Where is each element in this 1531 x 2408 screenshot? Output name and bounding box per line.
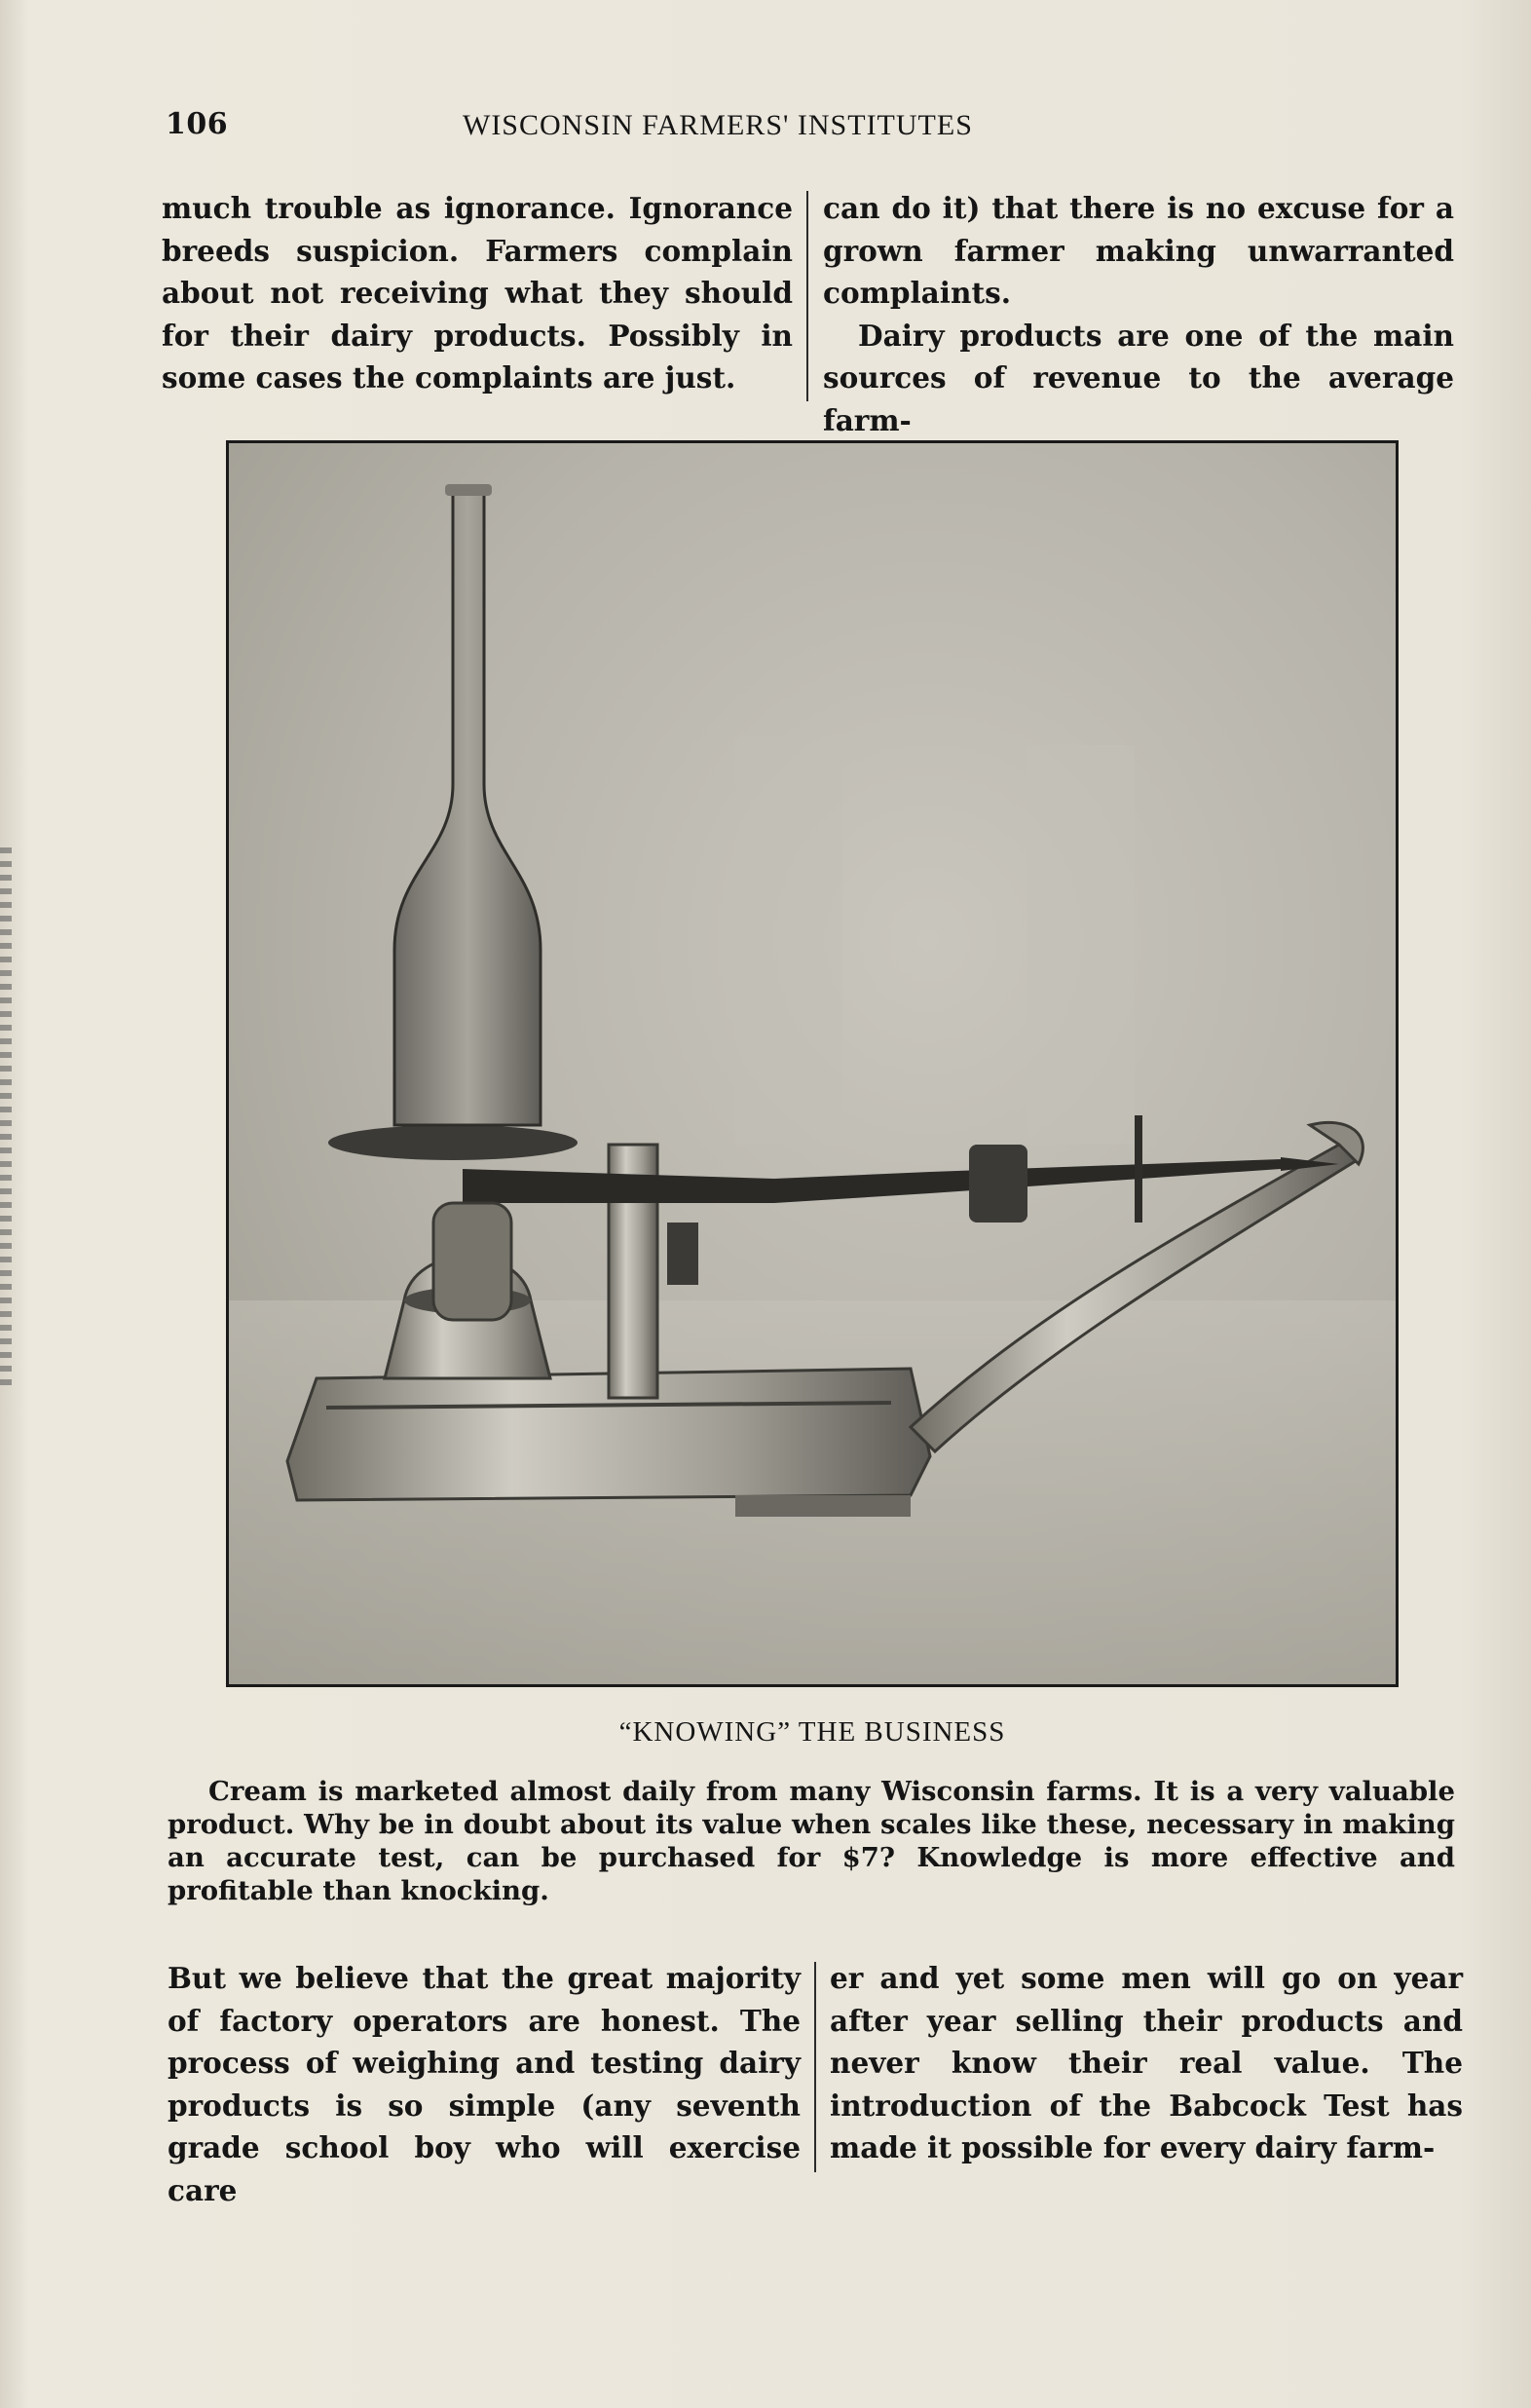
column-divider-top (806, 191, 808, 401)
figure-caption-body (168, 1775, 1455, 1907)
top-right-paragraph-1: can do it) that there is no excuse for a grown farmer making unwarranted complaints. (823, 191, 1454, 311)
bottom-right-paragraph: er and yet some men will go on year after year selling their products and never know their real value. The introduction of the Babcock Test has made it possible for every dairy farm- (830, 1961, 1463, 2165)
top-left-column (162, 187, 793, 399)
column-divider-bottom (814, 1962, 816, 2172)
page-header (166, 107, 1441, 150)
running-title: WISCONSIN FARMERS' INSTITUTES (463, 109, 973, 141)
binding-edge (0, 847, 12, 1393)
bottom-right-column (830, 1957, 1463, 2169)
photo-cream-scale (226, 440, 1399, 1687)
bottom-left-column (168, 1957, 801, 2212)
top-left-paragraph: much trouble as ignorance. Ignorance breeds suspicion. Farmers complain about not receiving what they should for their dairy products. Possibly in some cases the complaints are just. (162, 191, 793, 395)
bottom-left-paragraph: But we believe that the great majority of factory operators are honest. The process of weighing and testing dairy products is so simple (any seventh grade school boy who will exercise care (168, 1961, 801, 2207)
figure-caption-text: Cream is marketed almost daily from many Wisconsin farms. It is a very valuable product. Why be in doubt about its value when scales like these, necessary in making an accurate test, can be purchased for $7? Knowledge is more effective and profitable than knocking. (168, 1776, 1455, 1906)
cream-scale-illustration (229, 443, 1396, 1684)
top-right-column (823, 187, 1454, 442)
top-right-paragraph-2: Dairy products are one of the main sources of revenue to the average farm- (823, 318, 1454, 437)
page-number: 106 (166, 107, 229, 141)
figure-caption-title: “KNOWING” THE BUSINESS (618, 1716, 1006, 1748)
